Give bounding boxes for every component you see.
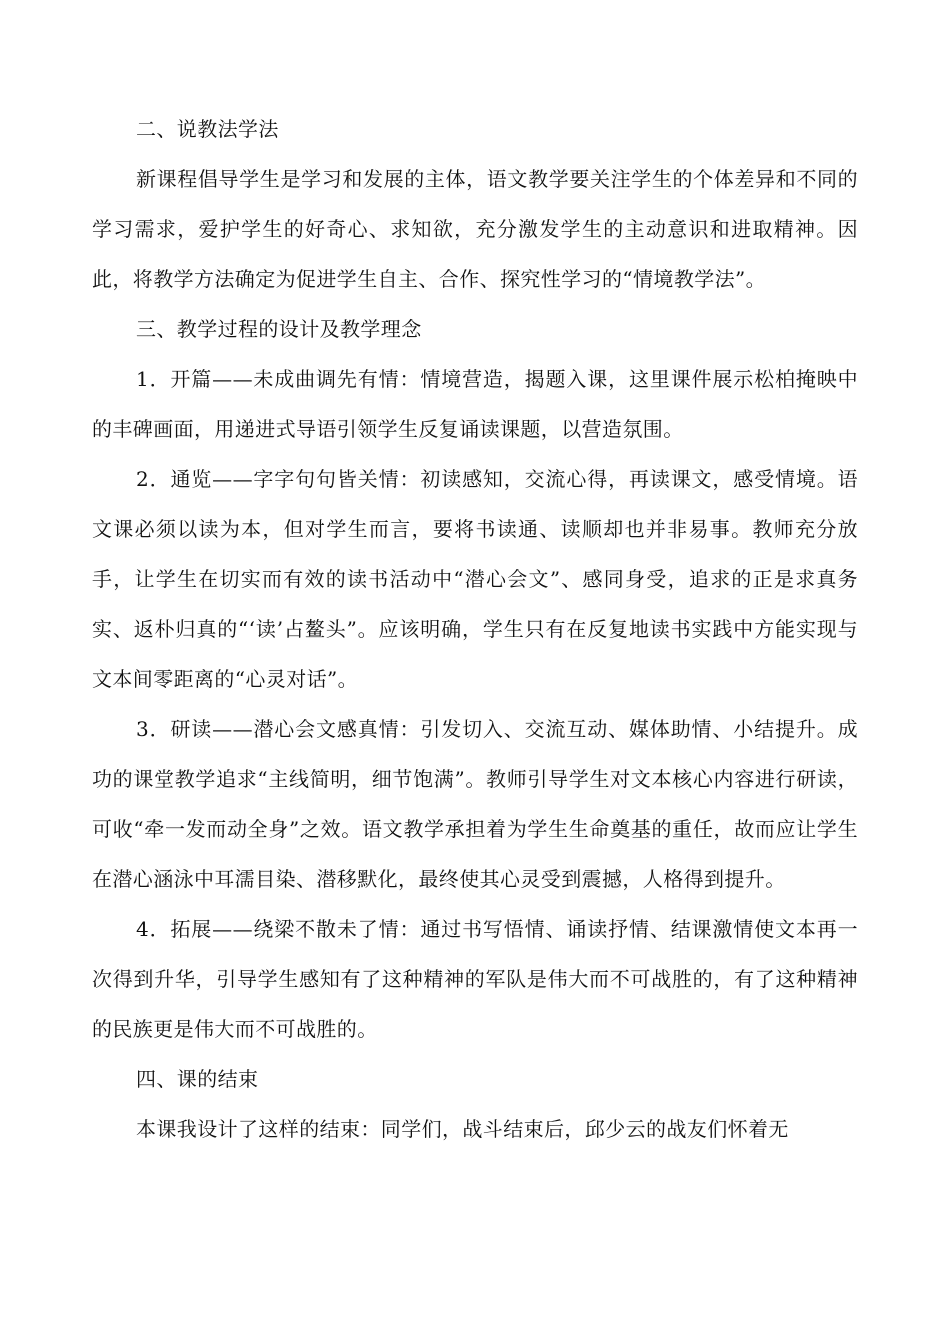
section-heading-lesson-ending: 四、课的结束 <box>136 1067 259 1091</box>
paragraph-teaching-methods: 新课程倡导学生是学习和发展的主体，语文教学要关注学生的个体差异和不同的学习需求，爱护学生的好奇心、求知欲，充分激发学生的主动意识和进取精神。因此，将教学方法确定为促进学生自主、合作、探究性学习的“情境教学法”。 <box>92 167 858 291</box>
paragraph-step-3: 3．研读——潜心会文感真情：引发切入、交流互动、媒体助情、小结提升。成功的课堂教学追求“主线简明，细节饱满”。教师引导学生对文本核心内容进行研读，可收“牵一发而动全身”之效。语文教学承担着为学生生命奠基的重任，故而应让学生在潜心涵泳中耳濡目染、潜移默化，最终使其心灵受到震撼，人格得到提升。 <box>92 717 858 891</box>
paragraph-step-2: 2．通览——字字句句皆关情：初读感知，交流心得，再读课文，感受情境。语文课必须以读为本，但对学生而言，要将书读通、读顺却也并非易事。教师充分放手，让学生在切实而有效的读书活动中“潜心会文”、感同身受，追求的正是求真务实、返朴归真的“‘读’占鳌头”。应该明确，学生只有在反复地读书实践中方能实现与文本间零距离的“心灵对话”。 <box>92 467 858 691</box>
section-heading-teaching-methods: 二、说教法学法 <box>136 117 279 141</box>
paragraph-step-1: 1．开篇——未成曲调先有情：情境营造，揭题入课，这里课件展示松柏掩映中的丰碑画面，用递进式导语引领学生反复诵读课题，以营造氛围。 <box>92 367 858 441</box>
document-body <box>92 104 858 1154</box>
paragraph-step-4: 4．拓展——绕梁不散未了情：通过书写悟情、诵读抒情、结课激情使文本再一次得到升华，引导学生感知有了这种精神的军队是伟大而不可战胜的，有了这种精神的民族更是伟大而不可战胜的。 <box>92 917 858 1041</box>
paragraph-lesson-ending: 本课我设计了这样的结束：同学们，战斗结束后，邱少云的战友们怀着无 <box>136 1117 789 1141</box>
section-heading-teaching-process: 三、教学过程的设计及教学理念 <box>136 317 422 341</box>
